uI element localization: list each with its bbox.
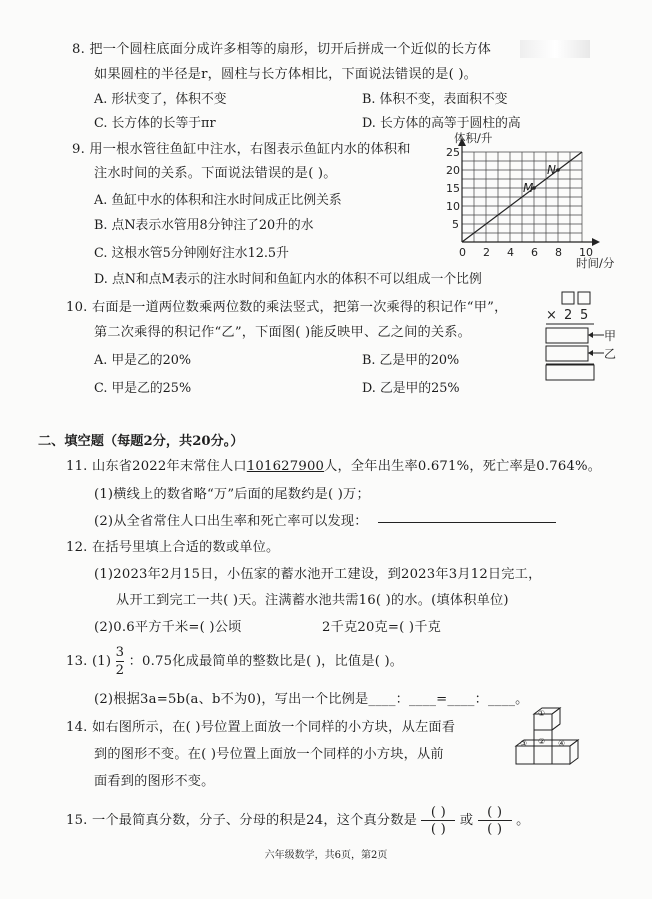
q14-cube-figure	[510, 704, 590, 784]
y-tick-label: 5	[452, 218, 459, 231]
cube-label-3: ③	[520, 739, 528, 748]
x-tick-label: 10	[579, 246, 593, 259]
q15-answer-fraction-2[interactable]: $\frac{( )}{( )}$	[478, 806, 512, 835]
q9-option-c: C. 这根水管5分钟刚好注水12.5升	[94, 246, 289, 261]
q14-line1: 14. 如右图所示，在( )号位置上面放一个同样的小方块，从左面看	[66, 720, 456, 735]
x-tick-label: 6	[531, 246, 538, 259]
q13-sub2: (2)根据3a=5b(a、b不为0)，写出一个比例是____：____=____：____。	[94, 692, 529, 707]
label-jia: 甲	[604, 329, 617, 343]
q8-option-d: D. 长方体的高等于圆柱的高	[362, 116, 521, 131]
q15-answer-fraction-1[interactable]: $\frac{( )}{( )}$	[421, 806, 455, 835]
q12-stem: 12. 在括号里填上合适的数或单位。	[66, 540, 280, 555]
y-tick-label: 20	[446, 164, 460, 177]
q9-option-b: B. 点N表示水管用8分钟注了20升的水	[94, 218, 314, 233]
cube-label-2: ②	[538, 737, 546, 746]
x-tick-label: 8	[555, 246, 562, 259]
q15-text: 15. 一个最简真分数，分子、分母的积是24，这个真分数是	[66, 813, 418, 828]
q8-option-c: C. 长方体的长等于πr	[94, 116, 216, 131]
q10-option-d: D. 乙是甲的25%	[362, 381, 460, 396]
point-label-m: M	[523, 181, 534, 195]
q10-option-c: C. 甲是乙的25%	[94, 381, 192, 396]
q10-stem-line2: 第二次乘得的积记作“乙”，下面图( )能反映甲、乙之间的关系。	[94, 325, 472, 340]
x-tick-label: 4	[507, 246, 514, 259]
cube-label-4: ④	[558, 739, 566, 748]
cube-middle-edge	[552, 724, 560, 730]
x-tick-label: 2	[483, 246, 490, 259]
times-sign: ×	[546, 308, 557, 323]
q8-stem-line2: 如果圆柱的半径是r，圆柱与长方体相比，下面说法错误的是( )。	[94, 67, 478, 82]
q8-stem-line1: 8. 把一个圆柱底面分成许多相等的扇形，切开后拼成一个近似的长方体	[72, 42, 491, 57]
cube-bottom-3	[552, 746, 570, 764]
x-tick-label: 0	[459, 246, 466, 259]
q13-fraction	[116, 646, 125, 677]
x-axis-arrow	[592, 238, 600, 246]
q11-population-number: 101627900	[246, 459, 325, 474]
q15-end: 。	[516, 813, 530, 828]
q13-fraction-bar	[116, 661, 125, 662]
jia-arrow-head	[588, 332, 593, 338]
yi-arrow-head	[588, 350, 593, 356]
q12-sub2-a: (2)0.6平方千米=( )公顷	[94, 620, 242, 635]
q15-stem	[66, 806, 529, 835]
q11-answer-line[interactable]	[378, 522, 556, 523]
q13-prefix: 13. (1)	[66, 654, 112, 670]
cube-bottom-1	[516, 746, 534, 764]
point-n	[556, 168, 560, 172]
q12-sub1-line2: 从开工到完工一共( )天。注满蓄水池共需16( )的水。(填体积单位)	[116, 593, 509, 608]
q9-line-chart	[430, 130, 640, 280]
q11-sub1: (1)横线上的数省略“万”后面的尾数约是( )万；	[94, 487, 370, 502]
q9-stem-line2: 注水时间的关系。下面说法错误的是( )。	[94, 166, 337, 181]
q11-stem-a: 11. 山东省2022年末常住人口	[66, 459, 247, 474]
q15-or: 或	[459, 813, 474, 828]
digit-box-2	[578, 292, 590, 304]
q13-fraction-denominator: 2	[115, 663, 125, 679]
q11-stem	[66, 455, 601, 474]
digit-box-1	[562, 292, 574, 304]
y-tick-label: 25	[446, 146, 460, 159]
y-tick-label: 10	[446, 200, 460, 213]
point-label-n: N	[547, 163, 556, 177]
q13-fraction-numerator: 3	[115, 645, 125, 660]
chart-ylabel: 体积/升	[454, 131, 493, 145]
q11-sub2: (2)从全省常住人口出生率和死亡率可以发现：	[94, 514, 368, 529]
page-footer: 六年级数学，共6页，第2页	[264, 850, 388, 861]
product-jia-box	[546, 328, 588, 343]
sum-box	[546, 365, 594, 380]
label-yi: 乙	[604, 347, 617, 361]
cube-bottom-2	[534, 746, 552, 764]
cube-label-1: ①	[538, 709, 546, 718]
q11-stem-b: 人，全年出生率0.671%，死亡率是0.764%。	[324, 459, 602, 474]
q12-sub1-line1: (1)2023年2月15日，小伍家的蓄水池开工建设，到2023年3月12日完工，	[94, 567, 542, 582]
y-tick-label: 15	[446, 182, 460, 195]
q13-sub1	[66, 646, 403, 677]
q14-line2: 到的图形不变。在( )号位置上面放一个同样的小方块，从前	[94, 747, 444, 762]
multiplier-digit-1: 2	[564, 308, 573, 323]
q9-stem-line1: 9. 用一根水管往鱼缸中注水，右图表示鱼缸内水的体积和	[72, 142, 411, 157]
chart-xlabel: 时间/分	[576, 256, 615, 270]
q10-option-b: B. 乙是甲的20%	[362, 353, 460, 368]
blurred-patch	[520, 40, 590, 58]
q9-option-d: D. 点N和点M表示的注水时间和鱼缸内水的体积不可以组成一个比例	[94, 272, 482, 287]
q12-sub2-b: 2千克20克=( )千克	[322, 620, 442, 635]
q8-option-b: B. 体积不变，表面积不变	[362, 92, 508, 107]
q10-option-a: A. 甲是乙的20%	[94, 353, 192, 368]
section-2-title: 二、填空题（每题2分，共20分。）	[38, 434, 244, 449]
product-yi-box	[546, 346, 588, 361]
multiplier-digit-2: 5	[580, 308, 589, 323]
q8-option-a: A. 形状变了，体积不变	[94, 92, 227, 107]
q10-stem-line1: 10. 右面是一道两位数乘两位数的乘法竖式，把第一次乘得的积记作“甲”，	[66, 300, 508, 315]
q10-multiplication-figure	[540, 288, 640, 382]
q13-rest: ：0.75化成最简单的整数比是( )，比值是( )。	[128, 654, 404, 670]
q14-line3: 面看到的图形不变。	[94, 774, 215, 789]
q9-option-a: A. 鱼缸中水的体积和注水时间成正比例关系	[94, 193, 342, 208]
cube-row-side	[570, 740, 578, 764]
